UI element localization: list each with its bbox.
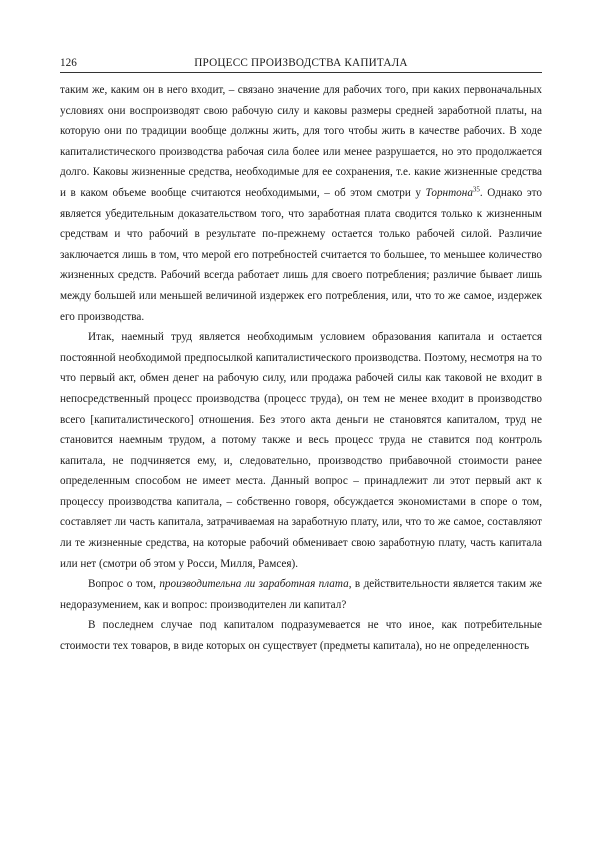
paragraph-1 [60,80,542,327]
author-name-italic: Торнтона [425,186,473,199]
body-text [60,80,542,657]
paragraph-3-text-start: Вопрос о том, [88,578,160,591]
running-header [60,56,542,73]
running-title: ПРОЦЕСС ПРОИЗВОДСТВА КАПИТАЛА [194,57,408,69]
paragraph-1-text-start: таким же, каким он в него входит, – связано значение для рабочих того, при каких первоначальных условиях они воспроизводят свою рабочую силу и каковы размеры средней заработной платы, на которую они по традиции вообще должны жить, для того чтобы жить в качестве рабочих. В ходе капиталистического производства рабочая сила более или менее разрушается, но это продолжается долго. Каковы жизненные средства, необходимые для ее сохранения, т.е. какие жизненные средства и в каком объеме вообще считаются необходимыми, – об этом смотри у [60,84,542,199]
paragraph-3 [60,574,542,615]
paragraph-1-text-end: . Однако это является убедительным доказательством того, что заработная плата сводится только к жизненным средствам и что рабочий в результате по-прежнему остается только рабочей силой. Различие заключается лишь в том, что мерой его потребностей считается то большее, то меньшее количество жизненных средств. Рабочий всегда работает лишь для своего потребления; различие бывает лишь между большей или меньшей величиной издержек его потребления, или, что то же самое, издержек его производства. [60,186,542,323]
paragraph-4: В последнем случае под капиталом подразумевается не что иное, как потребительные стоимости тех товаров, в виде которых он существует (предметы капитала), но не определенность [60,619,542,653]
document-page [60,56,542,657]
emphasized-question: производительна ли заработная плата [159,578,349,591]
paragraph-3-text-end: , в действительности является таким же недоразумением, как и вопрос: производителен ли капитал? [60,578,542,611]
footnote-marker[interactable]: 35 [472,185,480,194]
paragraph-2: Итак, наемный труд является необходимым условием образования капитала и остается постоянной необходимой предпосылкой капиталистического производства. Поэтому, несмотря на то что первый акт, обмен денег на рабочую силу, или продажа рабочей силы как таковой не входит в непосредственный процесс производства (процесс труда), он тем не менее входит в производство всего [капиталистического] отношения. Без этого акта деньги не становятся капиталом, труд не становится наемным трудом, а потому также и весь процесс труда не ставится под контроль капитала, не подчиняется ему, и, следовательно, производство прибавочной стоимости ранее определенным способом не имеет места. Данный вопрос – принадлежит ли этот первый акт к процессу производства капитала, – собственно говоря, обсуждается экономистами в споре о том, составляет ли часть капитала, затрачиваемая на заработную плату, или, что то же самое, составляют ли те жизненные средства, на которые рабочий обменивает свою заработную плату, часть капитала или нет (смотри об этом у Росси, Милля, Рамсея). [60,331,542,570]
page-number: 126 [60,57,77,69]
